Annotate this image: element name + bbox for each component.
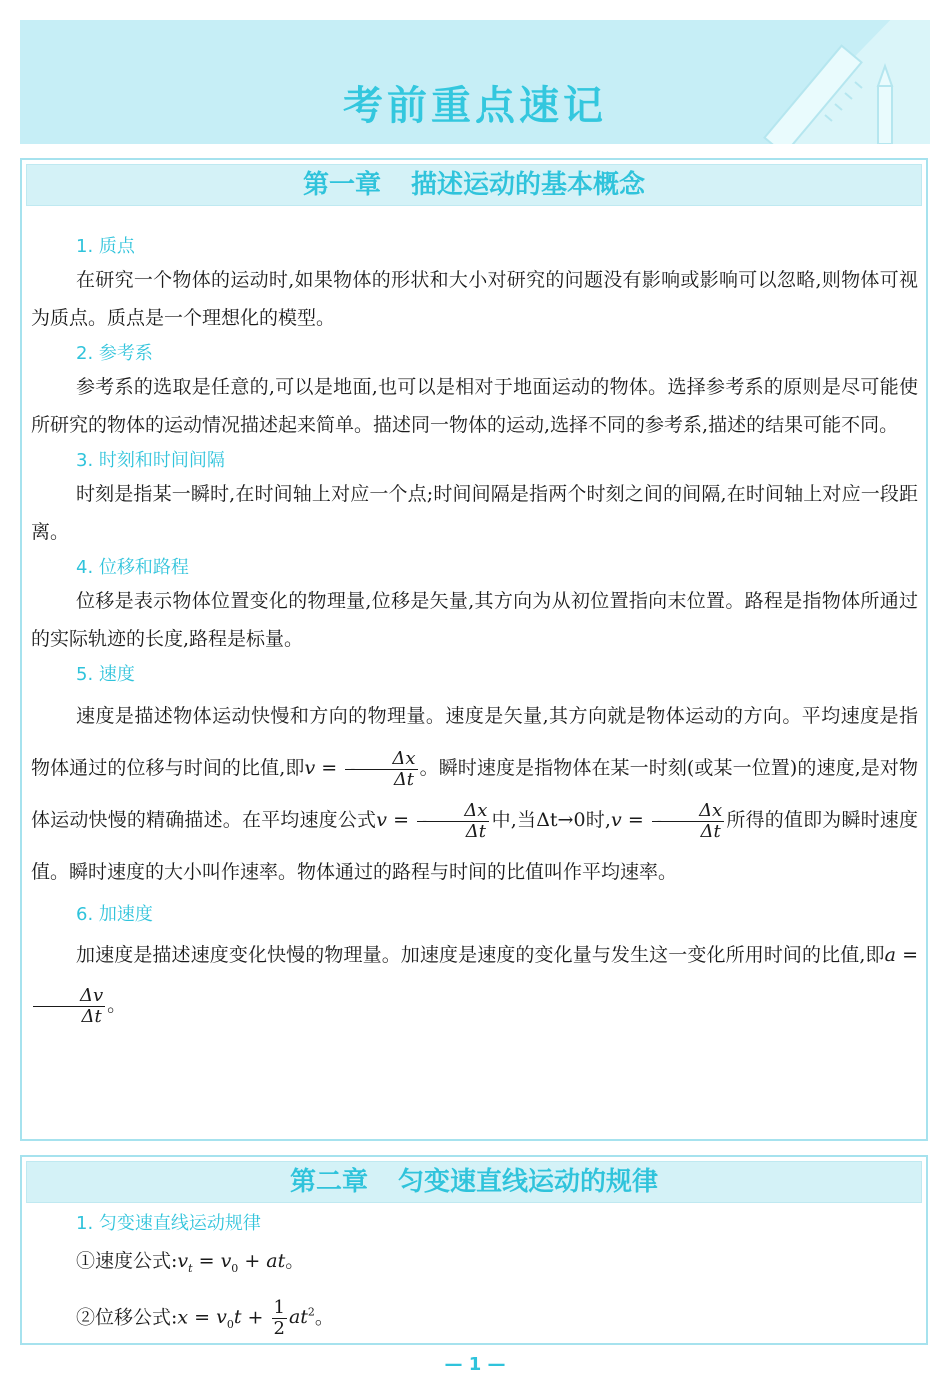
section-heading: 6. 加速度 <box>76 904 153 925</box>
chapter-2-header <box>26 1161 922 1203</box>
chapter-1-box <box>20 158 928 1141</box>
velocity-fraction: $\frac{\Delta x}{\Delta t}$ <box>652 801 724 842</box>
chapter-2-title: 匀变速直线运动的规律 <box>398 1167 659 1197</box>
section-heading: 1. 质点 <box>76 236 135 257</box>
section-text: 位移是表示物体位置变化的物理量,位移是矢量,其方向为从初位置指向末位置。路程是指物体所通过的实际轨迹的长度,路程是标量。 <box>31 590 918 650</box>
chapter-2-box <box>20 1155 928 1345</box>
section-heading: 5. 速度 <box>76 664 135 685</box>
page-number: — 1 — <box>444 1354 506 1375</box>
section-text: 时刻是指某一瞬时,在时间轴上对应一个点;时间间隔是指两个时刻之间的间隔,在时间轴上对应一段距离。 <box>31 483 918 543</box>
section-text: 参考系的选取是任意的,可以是地面,也可以是相对于地面运动的物体。选择参考系的原则是尽可能使所研究的物体的运动情况描述起来简单。描述同一物体的运动,选择不同的参考系,描述的结果可能不同。 <box>31 376 918 436</box>
chapter-1-content <box>31 230 918 1030</box>
section-text: 在研究一个物体的运动时,如果物体的形状和大小对研究的问题没有影响或影响可以忽略,则物体可视为质点。质点是一个理想化的模型。 <box>31 269 918 329</box>
chapter-1-header <box>26 164 922 206</box>
section-text: 加速度是描述速度变化快慢的物理量。加速度是速度的变化量与发生这一变化所用时间的比值,即a = $\frac{\Delta v}{\Delta t}$ 。 <box>31 930 918 1030</box>
section-heading: 3. 时刻和时间间隔 <box>76 450 225 471</box>
velocity-formula: ①速度公式$:v_t = v_0$ + at。 <box>76 1250 305 1275</box>
displacement-formula: ②位移公式:x = $v_0t$ + $\frac{1}{2}$ $at^2$。 <box>76 1296 334 1339</box>
section-text: 速度是描述物体运动快慢和方向的物理量。速度是矢量,其方向就是物体运动的方向。平均速度是指物体通过的位移与时间的比值,即- v = $\frac{\Delta x}{\Delta t}$ 。瞬时速度是指物体在某一时刻(或某一位置)的速度,是对物体运动快慢的精确描述。在平均速度公式- v = $\frac{\Delta x}{\Delta t}$ 中,当Δt→0时,- v = $\frac{\Delta x}{\Delta t}$ 所得的值即为瞬时速度值。瞬时速度的大小叫作速率。物体通过的路程与时间的比值叫作平均速率。 <box>31 690 918 898</box>
acceleration-fraction: $\frac{\Delta v}{\Delta t}$ <box>33 986 105 1027</box>
chapter-1-label: 第一章 <box>302 170 381 200</box>
header-banner <box>20 20 930 144</box>
section-heading: 1. 匀变速直线运动规律 <box>76 1213 261 1234</box>
velocity-fraction: $\frac{\Delta x}{\Delta t}$ <box>417 801 489 842</box>
section-heading: 4. 位移和路程 <box>76 557 189 578</box>
avg-velocity-symbol: - v <box>304 757 315 779</box>
chapter-2-label: 第二章 <box>289 1167 368 1197</box>
page-title: 考前重点速记 <box>343 83 607 129</box>
half-fraction: $\frac{1}{2}$ <box>273 1296 285 1339</box>
velocity-fraction: $\frac{\Delta x}{\Delta t}$ <box>345 749 417 790</box>
chapter-2-content <box>31 1209 918 1347</box>
chapter-1-title: 描述运动的基本概念 <box>411 170 646 200</box>
limit-condition: Δt→0 <box>536 809 586 831</box>
section-heading: 2. 参考系 <box>76 343 153 364</box>
